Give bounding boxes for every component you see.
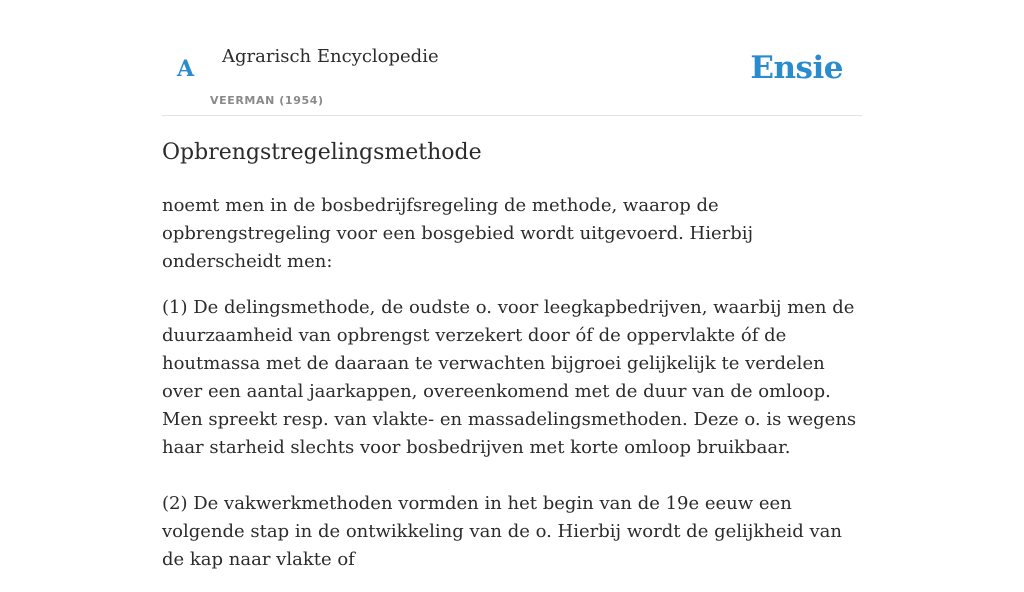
entry-body [162,192,862,592]
book-letter-icon[interactable]: A [177,56,195,82]
book-title-link[interactable]: Agrarisch Encyclopedie [222,46,439,67]
entry-paragraph: (1) De delingsmethode, de oudste o. voor leegkapbedrijven, waarbij men de duurzaamheid van opbrengst verzekert door óf de oppervlakte óf de houtmassa met de daaraan te verwachten bijgroei gelijkelijk te verdelen over een aantal jaarkappen, overeenkomend met de duur van de omloop. Men spreekt resp. van vlakte- en massadelingsmethoden. Deze o. is wegens haar starheid slechts voor bosbedrijven met korte omloop bruikbaar. [162,297,857,458]
article-page [162,0,862,570]
entry-title: Opbrengstregelingsmethode [162,140,482,165]
entry-paragraph: noemt men in de bosbedrijfsregeling de methode, waarop de opbrengstregeling voor een bosgebied wordt uitgevoerd. Hierbij onderscheidt men: [162,195,754,272]
ensie-logo[interactable]: Ensie [750,50,843,86]
entry-paragraph: (2) De vakwerkmethoden vormden in het begin van de 19e eeuw een volgende stap in de ontwikkeling van de o. Hierbij wordt de gelijkheid van de kap naar vlakte of [162,493,842,570]
book-header [162,0,862,116]
book-author-year: VEERMAN (1954) [210,94,324,107]
